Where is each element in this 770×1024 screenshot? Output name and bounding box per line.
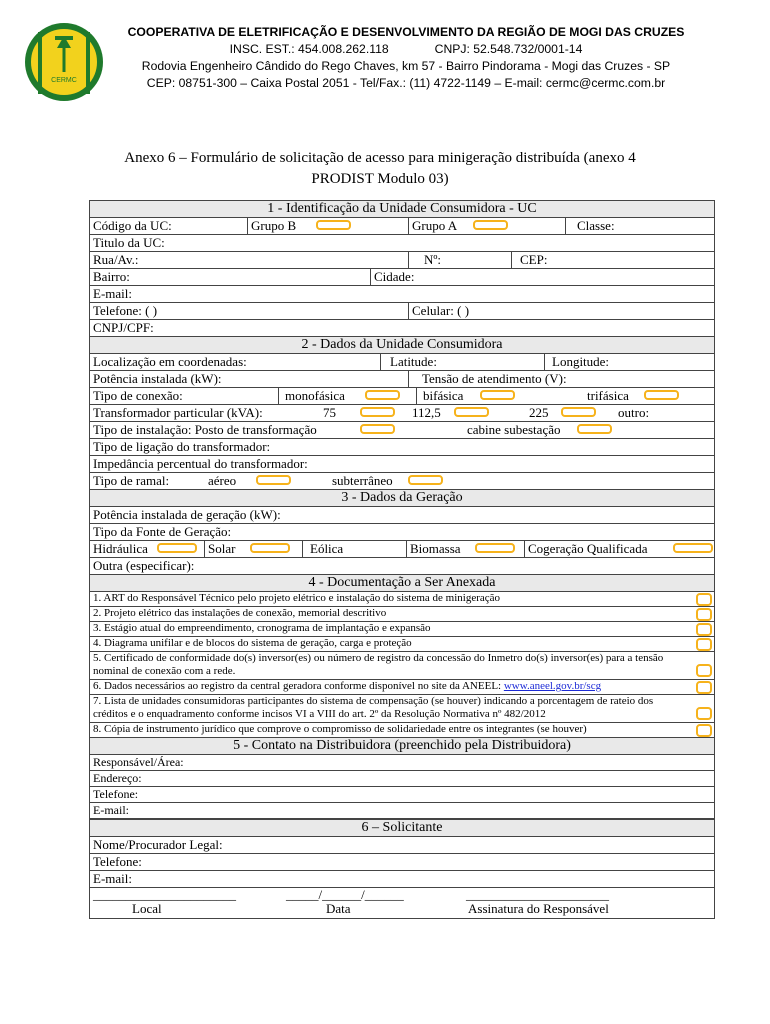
doc-item-3 — [90, 622, 714, 637]
assinatura-label: Assinatura do Responsável — [468, 901, 609, 916]
solar-label: Solar — [208, 541, 236, 556]
tipo-instalacao-label: Tipo de instalação: Posto de transformação — [93, 422, 317, 437]
section-6-title: 6 – Solicitante — [90, 819, 714, 837]
grupo-a-label: Grupo A — [412, 218, 458, 233]
nome-procurador-field[interactable]: Nome/Procurador Legal: — [93, 837, 223, 852]
tipo-ramal-label: Tipo de ramal: — [93, 473, 170, 488]
email-distribuidora-field[interactable]: E-mail: — [93, 803, 129, 817]
doc-item-3-checkbox[interactable] — [696, 623, 712, 636]
doc-item-3-label: 3. Estágio atual do empreendimento, cronograma de implantação e expansão — [93, 622, 431, 634]
grupo-a-field — [408, 218, 565, 234]
row-tipo-ramal — [90, 473, 714, 490]
localizacao-label: Localização em coordenadas: — [93, 354, 247, 369]
doc-item-1 — [90, 592, 714, 607]
local-line[interactable]: ______________________ — [93, 887, 236, 902]
doc-item-6-label: 6. Dados necessários ao registro da central geradora conforme disponível no site da ANEEL: — [93, 680, 504, 692]
row-impedancia — [90, 456, 714, 473]
kva-112-label: 112,5 — [412, 405, 441, 420]
doc-item-7-checkbox[interactable] — [696, 707, 712, 720]
transformador-label: Transformador particular (kVA): — [93, 405, 263, 420]
row-email-solicitante — [90, 871, 714, 888]
row-bairro — [90, 269, 714, 286]
kva-225-label: 225 — [529, 405, 549, 420]
doc-item-2 — [90, 607, 714, 622]
row-endereco — [90, 771, 714, 787]
kva-75-label: 75 — [323, 405, 336, 420]
cnpj: CNPJ: 52.548.732/0001-14 — [434, 42, 583, 56]
doc-item-1-label: 1. ART do Responsável Técnico pelo projeto elétrico e instalação do sistema de minigeração — [93, 592, 501, 604]
aereo-label: aéreo — [208, 473, 237, 488]
subterraneo-label: subterrâneo — [332, 473, 393, 488]
row-rua — [90, 252, 714, 269]
row-responsavel — [90, 755, 714, 771]
numero-field[interactable] — [408, 252, 511, 268]
potencia-field[interactable]: Potência instalada (kW): — [93, 371, 222, 386]
doc-item-6-checkbox[interactable] — [696, 681, 712, 694]
row-potencia-geracao — [90, 507, 714, 524]
eolica-label: Eólica — [310, 541, 344, 556]
codigo-uc-field[interactable]: Código da UC: — [93, 218, 172, 233]
tipo-conexao-group — [90, 388, 714, 404]
row-titulo — [90, 235, 714, 252]
trifasica-label: trifásica — [587, 388, 629, 403]
tensao-label: Tensão de atendimento (V): — [422, 371, 567, 386]
monofasica-label: monofásica — [285, 388, 345, 403]
aereo-checkbox[interactable] — [256, 475, 291, 485]
posto-transformacao-checkbox[interactable] — [360, 424, 395, 434]
doc-item-5 — [90, 652, 714, 680]
tipo-ligacao-field[interactable]: Tipo de ligação do transformador: — [93, 439, 271, 454]
longitude-field[interactable] — [544, 354, 714, 370]
row-transformador — [90, 405, 714, 422]
responsavel-field[interactable]: Responsável/Área: — [93, 755, 184, 769]
kva-112-checkbox[interactable] — [454, 407, 489, 417]
svg-text:CERMC: CERMC — [51, 77, 77, 84]
classe-label: Classe: — [577, 218, 615, 233]
section-4-title: 4 - Documentação a Ser Anexada — [90, 575, 714, 592]
doc-item-6 — [90, 680, 714, 695]
tipo-fonte-label: Tipo da Fonte de Geração: — [93, 524, 232, 539]
address: Rodovia Engenheiro Cândido do Rego Chaves, km 57 - Bairro Pindorama - Mogi das Cruzes - SP — [141, 59, 671, 73]
row-telefone-distribuidora — [90, 787, 714, 803]
row-email — [90, 286, 714, 303]
insc-est: INSC. EST.: 454.008.262.118 — [229, 42, 389, 56]
doc-item-8-label: 8. Cópia de instrumento jurídico que comprove o compromisso de solidariedade entre os integrantes (se houver) — [93, 723, 587, 735]
cnpj-cpf-field[interactable]: CNPJ/CPF: — [93, 320, 154, 335]
doc-item-5-label: 5. Certificado de conformidade do(s) inversor(es) ou número de registro da concessão do Inmetro do(s) inversor(es) para a tensão nominal de conexão com a rede. — [93, 652, 664, 677]
row-nome — [90, 837, 714, 854]
doc-item-2-checkbox[interactable] — [696, 608, 712, 621]
section-2-title: 2 - Dados da Unidade Consumidora — [90, 337, 714, 354]
celular-field[interactable]: Celular: ( ) — [408, 303, 714, 319]
hidraulica-option — [90, 541, 204, 557]
grupo-b-checkbox[interactable] — [316, 220, 351, 230]
classe-field[interactable] — [565, 218, 714, 234]
telefone-solicitante-field[interactable]: Telefone: — [93, 854, 142, 869]
grupo-b-label: Grupo B — [251, 218, 297, 233]
numero-label: Nº: — [424, 252, 442, 267]
cogeracao-option — [524, 541, 714, 557]
letterhead — [108, 24, 704, 92]
doc-item-4-label: 4. Diagrama unifilar e de blocos do sistema de geração, carga e proteção — [93, 637, 412, 649]
doc-item-4 — [90, 637, 714, 652]
impedancia-field[interactable]: Impedância percentual do transformador: — [93, 456, 308, 471]
org-name: COOPERATIVA DE ELETRIFICAÇÃO E DESENVOLVIMENTO DA REGIÃO DE MOGI DAS CRUZES — [127, 25, 685, 39]
doc-item-2-label: 2. Projeto elétrico das instalações de conexão, memorial descritivo — [93, 607, 387, 619]
rua-field[interactable]: Rua/Av.: — [93, 252, 139, 267]
transformador-group — [90, 405, 714, 421]
potencia-geracao-field[interactable]: Potência instalada de geração (kW): — [93, 507, 281, 522]
email-field[interactable]: E-mail: — [93, 286, 132, 301]
email-solicitante-field[interactable]: E-mail: — [93, 871, 132, 886]
row-tipo-ligacao — [90, 439, 714, 456]
doc-item-5-checkbox[interactable] — [696, 664, 712, 677]
row-localizacao — [90, 354, 714, 371]
row-telefone — [90, 303, 714, 320]
grupo-b-field — [247, 218, 408, 234]
outra-fonte-field[interactable]: Outra (especificar): — [93, 558, 195, 573]
cermc-logo — [24, 22, 104, 102]
cabine-label: cabine subestação — [467, 422, 561, 437]
row-tipo-conexao — [90, 388, 714, 405]
signature-block — [90, 888, 714, 918]
row-tipo-instalacao — [90, 422, 714, 439]
endereco-field[interactable]: Endereço: — [93, 771, 142, 785]
solar-option — [204, 541, 302, 557]
tipo-ramal-group — [90, 473, 714, 489]
subterraneo-checkbox[interactable] — [408, 475, 443, 485]
form-title: Anexo 6 – Formulário de solicitação de acesso para minigeração distribuída (anexo 4 PRODIST Modulo 03) — [124, 150, 636, 187]
biomassa-label: Biomassa — [410, 541, 461, 556]
titulo-uc-field[interactable]: Titulo da UC: — [93, 235, 165, 250]
aneel-link[interactable]: www.aneel.gov.br/scg — [503, 680, 602, 692]
row-fontes — [90, 541, 714, 558]
section-3-title: 3 - Dados da Geração — [90, 490, 714, 507]
latitude-label: Latitude: — [390, 354, 437, 369]
trifasica-checkbox[interactable] — [644, 390, 679, 400]
hidraulica-label: Hidráulica — [93, 541, 148, 556]
data-line[interactable]: _____/______/______ — [286, 887, 404, 902]
kva-outro-field[interactable]: outro: — [618, 405, 650, 420]
row-potencia — [90, 371, 714, 388]
cogeracao-checkbox[interactable] — [673, 543, 713, 553]
cogeracao-label: Cogeração Qualificada — [528, 541, 648, 556]
cep-label: CEP: — [520, 252, 548, 267]
section-5-title: 5 - Contato na Distribuidora (preenchido pela Distribuidora) — [90, 738, 714, 755]
cabine-checkbox[interactable] — [577, 424, 612, 434]
doc-item-7-label: 7. Lista de unidades consumidoras participantes do sistema de compensação (se houver) indicando a porcentagem de rateio dos créditos e o enquadramento conforme incisos VI a VIII do art. 2º da Resolução Normativa nº 482/2012 — [93, 695, 654, 720]
contact-line: CEP: 08751-300 – Caixa Postal 2051 - Tel/Fax.: (11) 4722-1149 – E-mail: cermc@cermc.com.br — [146, 76, 666, 90]
latitude-field[interactable] — [380, 354, 544, 370]
row-outra — [90, 558, 714, 575]
row-tipo-fonte — [90, 524, 714, 541]
local-label: Local — [132, 901, 162, 916]
grupo-a-checkbox[interactable] — [473, 220, 508, 230]
doc-item-8 — [90, 723, 714, 738]
row-telefone-solicitante — [90, 854, 714, 871]
bairro-field[interactable]: Bairro: — [93, 269, 130, 284]
monofasica-checkbox[interactable] — [365, 390, 400, 400]
telefone-distribuidora-field[interactable]: Telefone: — [93, 787, 139, 801]
biomassa-option — [406, 541, 524, 557]
biomassa-checkbox[interactable] — [475, 543, 515, 553]
row-codigo — [90, 218, 714, 235]
kva-75-checkbox[interactable] — [360, 407, 395, 417]
section-1-title: 1 - Identificação da Unidade Consumidora - UC — [90, 201, 714, 218]
eolica-option — [302, 541, 406, 557]
data-label: Data — [326, 901, 351, 916]
bifasica-label: bifásica — [423, 388, 464, 403]
cidade-field[interactable]: Cidade: — [370, 269, 714, 285]
row-email-distribuidora — [90, 803, 714, 819]
access-request-form — [89, 200, 715, 919]
hidraulica-checkbox[interactable] — [157, 543, 197, 553]
solar-checkbox[interactable] — [250, 543, 290, 553]
cep-field[interactable] — [511, 252, 714, 268]
telefone-field[interactable]: Telefone: ( ) — [93, 303, 158, 318]
tensao-field[interactable] — [408, 371, 714, 387]
kva-225-checkbox[interactable] — [561, 407, 596, 417]
bifasica-checkbox[interactable] — [480, 390, 515, 400]
row-cnpj — [90, 320, 714, 337]
tipo-instalacao-group — [90, 422, 714, 438]
doc-item-7 — [90, 695, 714, 723]
longitude-label: Longitude: — [552, 354, 610, 369]
assinatura-line[interactable]: ______________________ — [466, 887, 609, 902]
doc-item-8-checkbox[interactable] — [696, 724, 712, 737]
doc-item-1-checkbox[interactable] — [696, 593, 712, 606]
doc-item-4-checkbox[interactable] — [696, 638, 712, 651]
tipo-conexao-label: Tipo de conexão: — [93, 388, 183, 403]
